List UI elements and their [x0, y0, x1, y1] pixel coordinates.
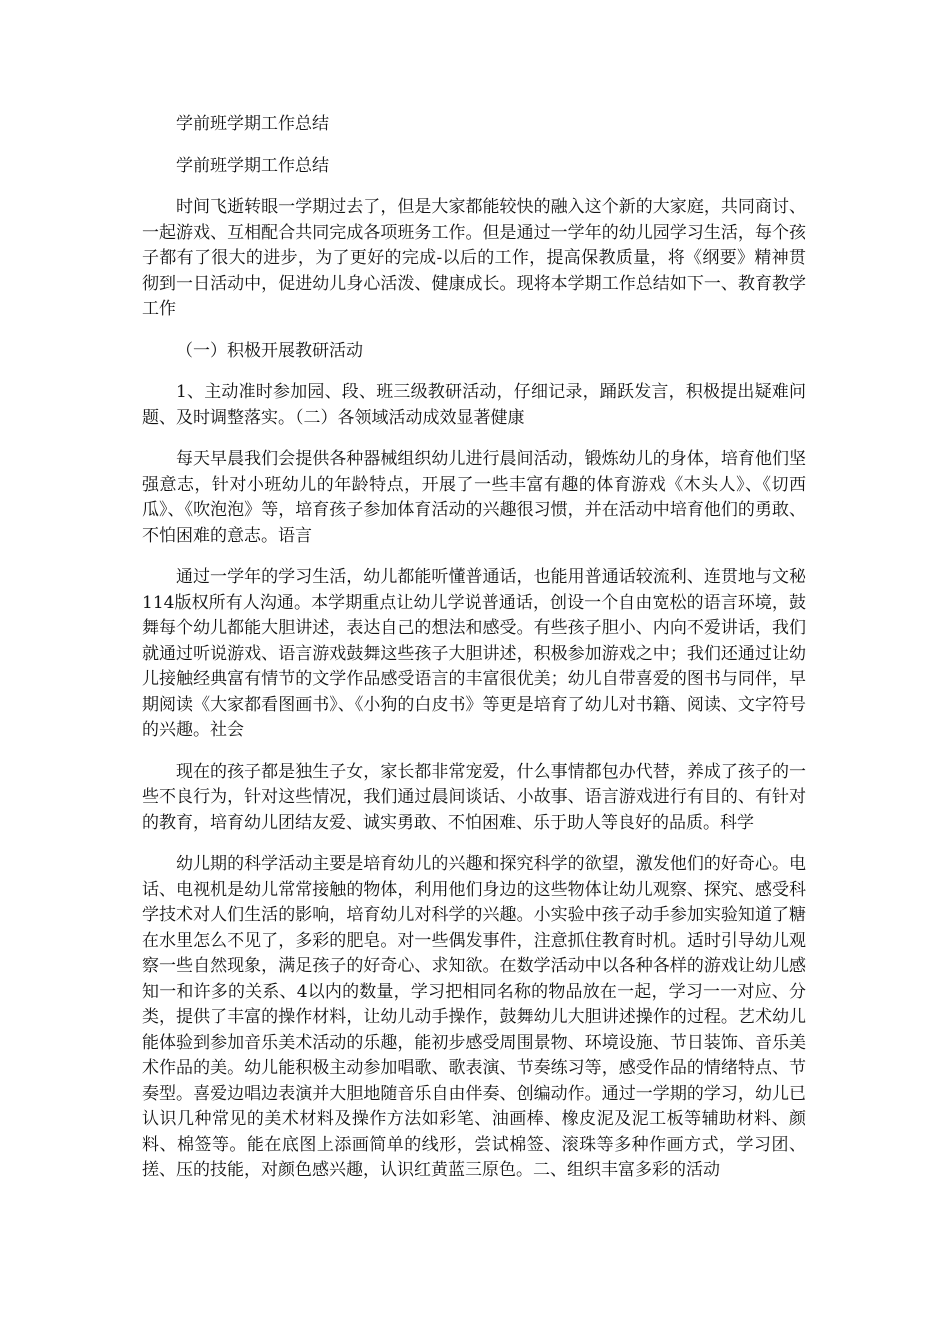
section-heading-research: （一）积极开展教研活动: [176, 340, 363, 361]
paragraph-research: 1、主动准时参加园、段、班三级教研活动，仔细记录，踊跃发言，积极提出疑难问题、及时调整落实。（二）各领域活动成效显著健康: [142, 382, 806, 428]
paragraph-society: 现在的孩子都是独生子女，家长都非常宠爱，什么事情都包办代替，养成了孩子的一些不良行为，针对这些情况，我们通过晨间谈话、小故事、语言游戏进行有目的、有针对的教育，培育幼儿团结友爱、诚实勇敢、不怕困难、乐于助人等良好的品质。科学: [142, 761, 806, 833]
paragraph-intro: 时间飞逝转眼一学期过去了，但是大家都能较快的融入这个新的大家庭，共同商讨、一起游戏、互相配合共同完成各项班务工作。但是通过一学年的幼儿园学习生活，每个孩子都有了很大的进步，为了更好的完成-以后的工作，提高保教质量，将《纲要》精神贯彻到一日活动中，促进幼儿身心活泼、健康成长。现将本学期工作总结如下一、教育教学工作: [142, 197, 806, 319]
document-page: [142, 112, 806, 1184]
paragraph-language: 通过一学年的学习生活，幼儿都能听懂普通话，也能用普通话较流利、连贯地与文秘114版权所有人沟通。本学期重点让幼儿学说普通话，创设一个自由宽松的语言环境，鼓舞每个幼儿都能大胆讲述，表达自己的想法和感受。有些孩子胆小、内向不爱讲话，我们就通过听说游戏、语言游戏鼓舞这些孩子大胆讲述，积极参加游戏之中；我们还通过让幼儿接触经典富有情节的文学作品感受语言的丰富很优美；幼儿自带喜爱的图书与同伴，早期阅读《大家都看图画书》、《小狗的白皮书》等更是培育了幼儿对书籍、阅读、文字符号的兴趣。社会: [142, 567, 806, 740]
paragraph-science-art: 幼儿期的科学活动主要是培育幼儿的兴趣和探究科学的欲望，激发他们的好奇心。电话、电视机是幼儿常常接触的物体，利用他们身边的这些物体让幼儿观察、探究、感受科学技术对人们生活的影响，培育幼儿对科学的兴趣。小实验中孩子动手参加实验知道了糖在水里怎么不见了，多彩的肥皂。对一些偶发事件，注意抓住教育时机。适时引导幼儿观察一些自然现象，满足孩子的好奇心、求知欲。在数学活动中以各种各样的游戏让幼儿感知一和许多的关系、4以内的数量，学习把相同名称的物品放在一起，学习一一对应、分类，提供了丰富的操作材料，让幼儿动手操作，鼓舞幼儿大胆讲述操作的过程。艺术幼儿能体验到参加音乐美术活动的乐趣，能初步感受周围景物、环境设施、节日装饰、音乐美术作品的美。幼儿能积极主动参加唱歌、歌表演、节奏练习等，感受作品的情绪特点、节奏型。喜爱边唱边表演并大胆地随音乐自由伴奏、创编动作。通过一学期的学习，幼儿已认识几种常见的美术材料及操作方法如彩笔、油画棒、橡皮泥及泥工板等辅助材料、颜料、棉签等。能在底图上添画简单的线形，尝试棉签、滚珠等多种作画方式，学习团、搓、压的技能，对颜色感兴趣，认识红黄蓝三原色。二、组织丰富多彩的活动: [142, 854, 806, 1180]
document-heading: 学前班学期工作总结: [176, 114, 329, 134]
paragraph-health: 每天早晨我们会提供各种器械组织幼儿进行晨间活动，锻炼幼儿的身体，培育他们坚强意志，针对小班幼儿的年龄特点，开展了一些丰富有趣的体育游戏《木头人》、《切西瓜》、《吹泡泡》等，培育孩子参加体育活动的兴趣很习惯，并在活动中培育他们的勇敢、不怕困难的意志。语言: [142, 449, 806, 546]
document-subheading: 学前班学期工作总结: [176, 155, 329, 176]
